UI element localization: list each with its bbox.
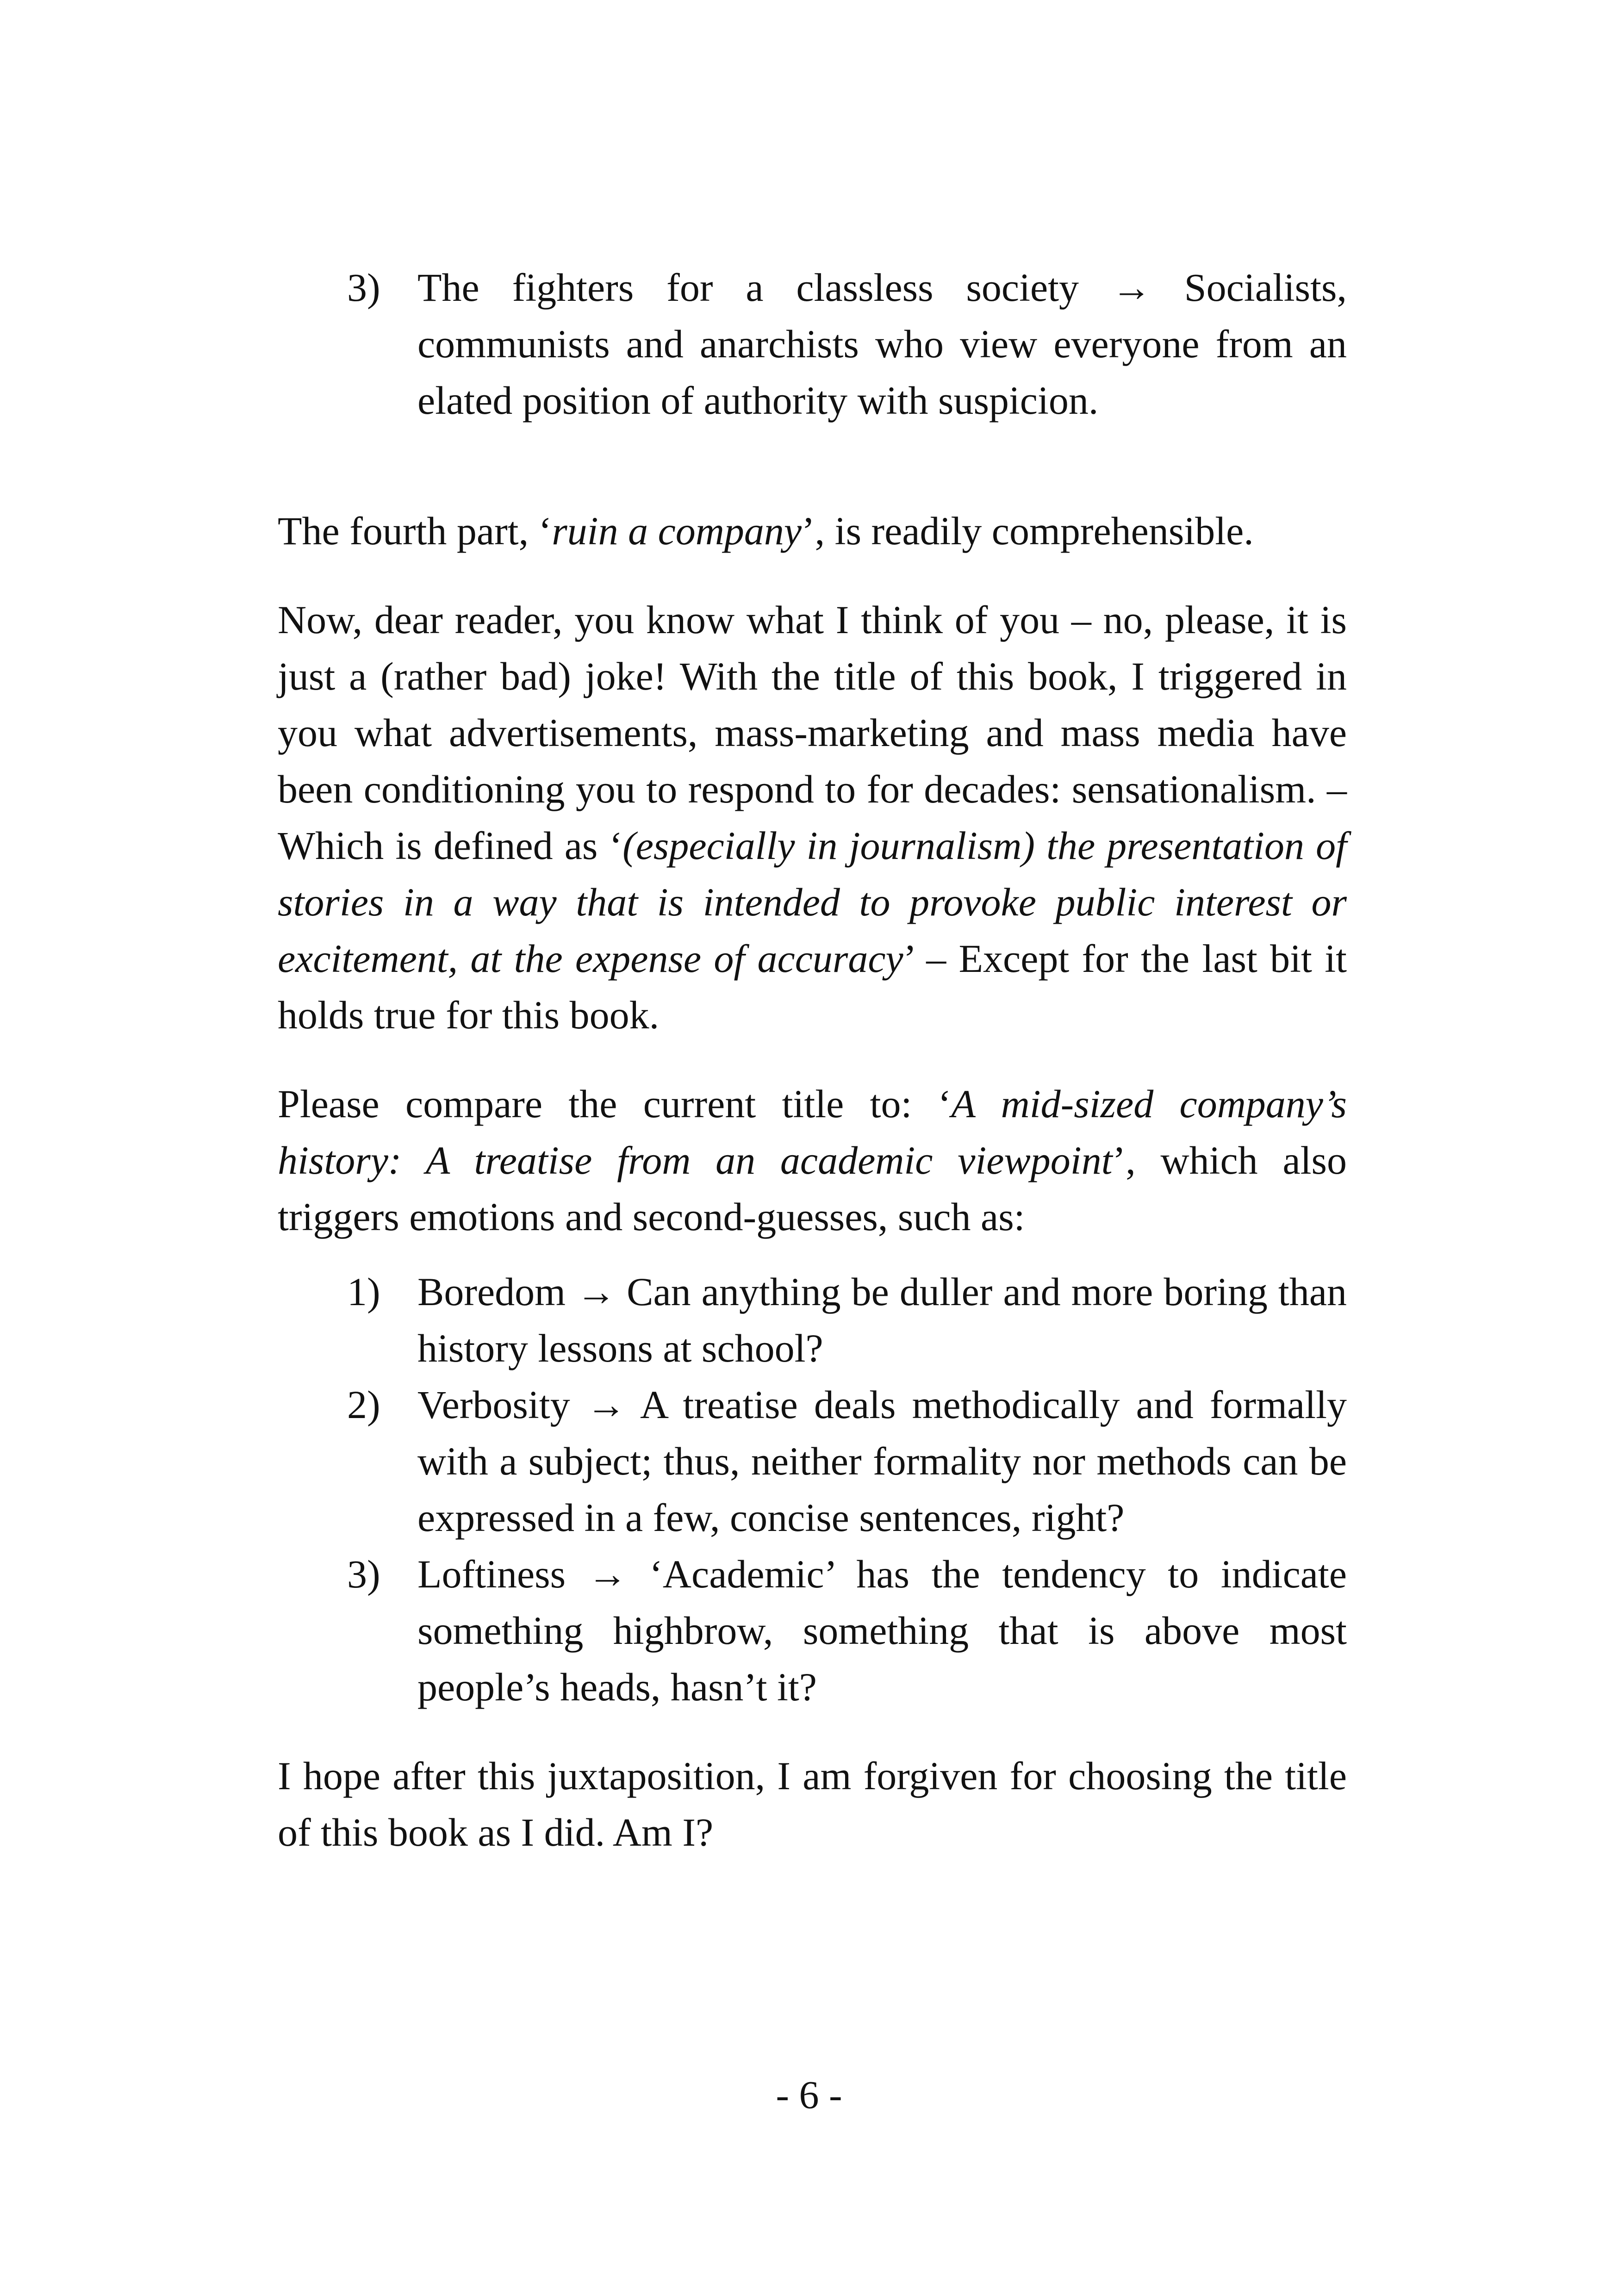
list-emotions bbox=[278, 1263, 1347, 1715]
italic-definition: (especially in journalism) the presentation of stories in a way that is intended to provoke public interest or excitement, at the expense of accuracy bbox=[278, 823, 1347, 981]
paragraph-compare-title: Please compare the current title to: ‘A mid-sized company’s history: A treatise from an academic viewpoint’, which also triggers emotions and second-guesses, such as: bbox=[278, 1082, 1347, 1239]
italic-phrase: ruin a company bbox=[552, 509, 802, 553]
list-item-number: 3) bbox=[347, 1552, 380, 1596]
list-item bbox=[278, 259, 1347, 429]
list-item-number: 3) bbox=[347, 265, 380, 310]
paragraph-final: I hope after this juxtaposition, I am forgiven for choosing the title of this book as I did. Am I? bbox=[278, 1754, 1347, 1854]
list-item-text: Boredom → Can anything be duller and more boring than history lessons at school? bbox=[417, 1269, 1347, 1370]
page-number: - 6 - bbox=[776, 2072, 842, 2117]
list-item-text: Verbosity → A treatise deals methodically and formally with a subject; thus, neither formality nor methods can be expressed in a few, concise sentences, right? bbox=[417, 1382, 1347, 1540]
list-item bbox=[278, 1263, 1347, 1376]
italic-alt-title: A mid-sized company’s history: A treatise from an academic viewpoint bbox=[278, 1082, 1347, 1182]
list-item-number: 1) bbox=[347, 1269, 380, 1314]
page-body bbox=[278, 259, 1347, 1860]
list-item-number: 2) bbox=[347, 1382, 380, 1427]
list-item-text: Loftiness → ‘Academic’ has the tendency to indicate something highbrow, something that is above most people’s heads, hasn’t it? bbox=[417, 1552, 1347, 1709]
list-item bbox=[278, 1376, 1347, 1546]
paragraph-dear-reader: Now, dear reader, you know what I think of you – no, please, it is just a (rather bad) joke! With the title of this book, I triggered in you what advertisements, mass-marketing and mass media have been conditioning you to respond to for decades: sensationalism. – Which is defined as ‘(especially in journalism) the presentation of stories in a way that is intended to provoke public interest or excitement, at the expense of accuracy’ – Except for the last bit it holds true for this book. bbox=[278, 597, 1347, 1037]
list-item bbox=[278, 1546, 1347, 1715]
list-classless-society bbox=[278, 259, 1347, 429]
paragraph-fourth-part: The fourth part, ‘ruin a company’, is readily comprehensible. bbox=[278, 509, 1254, 553]
list-item-text: The fighters for a classless society → Socialists, communists and anarchists who view everyone from an elated position of authority with suspicion. bbox=[417, 265, 1347, 423]
